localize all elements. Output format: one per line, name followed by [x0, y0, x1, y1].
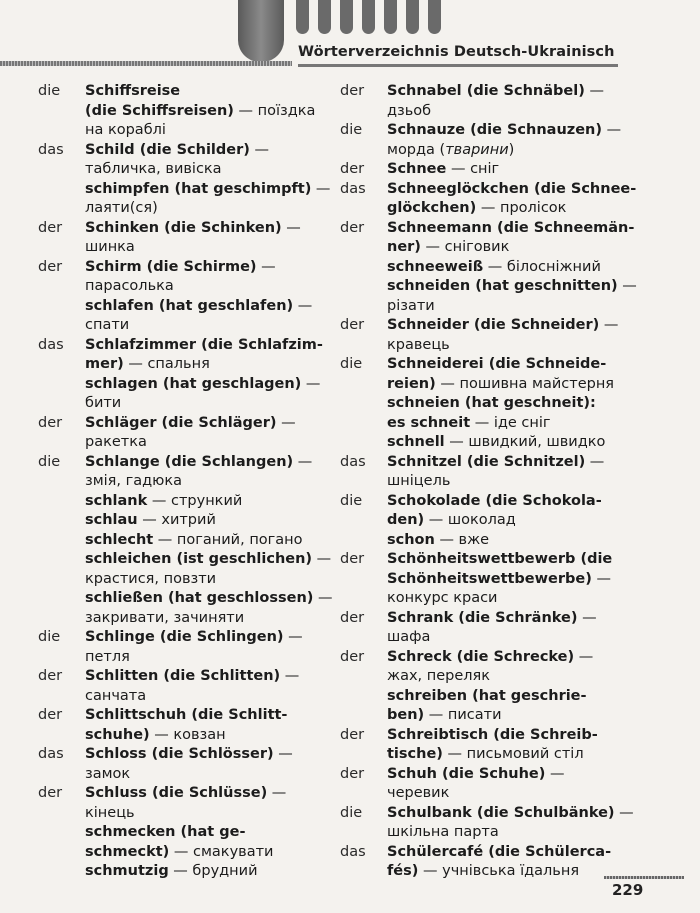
entry-article: der	[340, 317, 365, 333]
translation: —	[249, 141, 269, 158]
dictionary-entry	[38, 862, 338, 882]
translation: шафа	[387, 629, 431, 645]
dictionary-entry	[38, 82, 338, 141]
headword: schneien (hat geschneit):	[387, 395, 596, 411]
entry-line	[387, 589, 640, 609]
translation: —	[313, 590, 333, 606]
headword: schlafen (hat geschlafen)	[85, 297, 294, 314]
headword: Schlitten (die Schlitten)	[85, 668, 281, 684]
entry-line	[387, 706, 640, 726]
entry-line	[387, 823, 640, 843]
entry-line	[85, 433, 338, 453]
dictionary-entry	[38, 141, 338, 180]
dictionary-entry	[340, 550, 640, 609]
entry-line	[85, 862, 338, 882]
translation: дзьоб	[387, 102, 432, 119]
dictionary-entry	[38, 550, 338, 589]
entry-line	[387, 804, 640, 824]
entry-line	[387, 765, 640, 785]
dictionary-entry	[340, 433, 640, 453]
entry-line	[387, 199, 640, 219]
entry-line	[85, 82, 338, 102]
headword: Schirm (die Schirme)	[85, 258, 257, 275]
entry-line	[85, 121, 338, 141]
entry-article: der	[38, 219, 63, 236]
headword: Schokolade (die Schokola-	[387, 492, 602, 509]
entry-line	[85, 394, 338, 414]
translation: — ковзан	[149, 726, 226, 743]
dictionary-entry	[340, 316, 640, 355]
entry-article: die	[38, 629, 61, 645]
entry-line	[387, 414, 640, 434]
entry-line	[387, 141, 640, 161]
headword: Schnee	[387, 161, 447, 177]
headword: Schneiderei (die Schneide-	[387, 356, 607, 372]
entry-article: das	[340, 453, 366, 470]
translation: — білосніжний	[483, 258, 601, 275]
headword: schmutzig	[85, 863, 169, 879]
translation: спати	[85, 317, 130, 333]
entry-line	[85, 238, 338, 258]
entry-article: der	[340, 609, 365, 626]
entry-line	[387, 667, 640, 687]
entry-line	[387, 784, 640, 804]
translation: парасолька	[85, 278, 174, 294]
headword: schimpfen (hat geschimpft)	[85, 180, 312, 197]
entry-article: die	[340, 356, 363, 372]
headword: schneiden (hat geschnitten)	[387, 278, 618, 294]
headword: Schrank (die Schränke)	[387, 609, 578, 626]
entry-line	[387, 531, 640, 551]
entry-line	[85, 667, 338, 687]
entry-line	[387, 336, 640, 356]
translation: —	[301, 375, 321, 392]
translation: замок	[85, 765, 131, 782]
translation: кравець	[387, 336, 450, 353]
dictionary-column-left	[38, 82, 338, 882]
dictionary-entry	[340, 82, 640, 121]
entry-article: der	[340, 726, 365, 743]
translation: — стрункий	[147, 492, 243, 509]
headword: Schloss (die Schlösser)	[85, 746, 274, 762]
entry-line	[387, 82, 640, 102]
headword: Schlafzimmer (die Schlafzim-	[85, 336, 323, 353]
headword: Schneider (die Schneider)	[387, 317, 600, 333]
translation: — смакувати	[169, 843, 274, 860]
headword: Schlittschuh (die Schlitt-	[85, 707, 288, 723]
entry-line	[387, 433, 640, 453]
translation: шинка	[85, 239, 135, 255]
translation: черевик	[387, 785, 450, 801]
entry-line	[387, 297, 640, 317]
headword: Schluss (die Schlüsse)	[85, 785, 268, 801]
dictionary-entry	[340, 453, 640, 492]
entry-line	[85, 550, 338, 570]
entry-line	[85, 609, 338, 629]
translation: —	[591, 570, 611, 587]
headword: Schönheitswettbewerb (die	[387, 551, 613, 567]
dictionary-entry	[340, 277, 640, 316]
translation: —	[276, 414, 296, 431]
entry-line	[85, 219, 338, 239]
entry-line	[85, 199, 338, 219]
entry-line	[387, 570, 640, 590]
entry-line	[85, 589, 338, 609]
entry-line	[85, 472, 338, 492]
headword: schmeckt)	[85, 843, 170, 860]
entry-line	[85, 102, 338, 122]
translation: табличка, вивіска	[85, 161, 222, 177]
headword: Schinken (die Schinken)	[85, 219, 282, 236]
entry-line	[387, 121, 640, 141]
headword: Schiffsreise	[85, 83, 181, 99]
entry-article: die	[38, 83, 61, 99]
header-rule-right	[298, 64, 618, 67]
headword: schleichen (ist geschlichen)	[85, 551, 313, 567]
entry-line	[85, 784, 338, 804]
headword: Schläger (die Schläger)	[85, 414, 277, 431]
headword: schmecken (hat ge-	[85, 824, 246, 840]
page-number: 229	[612, 881, 644, 899]
entry-line	[85, 258, 338, 278]
entry-line	[387, 453, 640, 473]
entry-line	[85, 160, 338, 180]
translation: —	[267, 785, 287, 801]
dictionary-entry	[340, 531, 640, 551]
entry-article: der	[38, 785, 63, 801]
usage-note: тварини	[445, 141, 509, 158]
entry-line	[387, 219, 640, 239]
entry-article: der	[38, 668, 63, 684]
translation: —	[617, 278, 637, 294]
translation: різати	[387, 297, 435, 314]
translation: —	[584, 83, 604, 99]
translation: закривати, зачиняти	[85, 609, 245, 626]
headword: Schönheitswettbewerbe)	[387, 570, 592, 587]
dictionary-entry	[38, 414, 338, 453]
dictionary-entry	[340, 160, 640, 180]
entry-line	[85, 492, 338, 512]
translation: морда (	[387, 141, 446, 158]
dictionary-entry	[38, 219, 338, 258]
entry-line	[85, 414, 338, 434]
entry-article: der	[38, 258, 63, 275]
dictionary-entry	[340, 180, 640, 219]
headword: schlagen (hat geschlagen)	[85, 375, 302, 392]
translation: —	[283, 629, 303, 645]
headword: Schlange (die Schlangen)	[85, 453, 294, 470]
headword: schlau	[85, 512, 138, 528]
headword: ben)	[387, 707, 425, 723]
dictionary-entry	[38, 784, 338, 823]
dictionary-entry	[38, 453, 338, 492]
translation: —	[599, 317, 619, 333]
entry-line	[85, 453, 338, 473]
headword: glöckchen)	[387, 200, 477, 216]
entry-line	[85, 531, 338, 551]
dictionary-entry	[38, 531, 338, 551]
dictionary-entry	[340, 648, 640, 687]
translation: —	[312, 551, 332, 567]
entry-line	[387, 492, 640, 512]
entry-article: die	[340, 492, 363, 509]
translation: — хитрий	[137, 512, 216, 528]
dictionary-entry	[340, 804, 640, 843]
entry-line	[85, 628, 338, 648]
entry-article: das	[340, 180, 366, 197]
entry-line	[387, 316, 640, 336]
translation: —	[293, 453, 313, 470]
headword: es schneit	[387, 414, 471, 431]
entry-article: der	[340, 83, 365, 99]
dictionary-entry	[340, 219, 640, 258]
entry-article: das	[38, 746, 64, 762]
dictionary-entry	[38, 589, 338, 628]
entry-article: der	[38, 707, 63, 723]
translation: змія, гадюка	[85, 473, 182, 489]
headword: (die Schiffsreisen)	[85, 102, 234, 119]
entry-article: das	[340, 843, 366, 860]
entry-line	[387, 394, 640, 414]
dictionary-entry	[38, 823, 338, 862]
translation: ракетка	[85, 434, 147, 450]
entry-line	[85, 745, 338, 765]
headword: Schlinge (die Schlingen)	[85, 629, 284, 645]
entry-line	[387, 180, 640, 200]
translation: санчата	[85, 687, 147, 704]
translation: —	[311, 180, 331, 197]
entry-line	[85, 180, 338, 200]
entry-line	[85, 765, 338, 785]
entry-article: der	[340, 551, 365, 567]
headword: Schuh (die Schuhe)	[387, 765, 546, 782]
dictionary-entry	[38, 628, 338, 667]
translation: —	[281, 219, 301, 236]
entry-article: der	[340, 765, 365, 782]
translation: — поганий, погано	[153, 531, 303, 548]
headword: reien)	[387, 375, 436, 392]
entry-article: der	[340, 648, 365, 665]
headword: Schnabel (die Schnäbel)	[387, 83, 585, 99]
entry-article: der	[340, 219, 365, 236]
headword: schuhe)	[85, 726, 150, 743]
entry-line	[387, 355, 640, 375]
entry-line	[85, 316, 338, 336]
translation: — пролісок	[476, 200, 567, 216]
translation: —	[545, 765, 565, 782]
translation: — брудний	[168, 863, 258, 879]
headword: tische)	[387, 746, 443, 762]
entry-article: der	[340, 161, 365, 177]
translation: кінець	[85, 804, 135, 821]
headword: Schneemann (die Schneemän-	[387, 219, 635, 236]
headword: schon	[387, 531, 435, 548]
headword: schnell	[387, 434, 445, 450]
header-rule-left	[0, 61, 292, 66]
translation: жах, переляк	[387, 668, 491, 684]
dictionary-entry	[340, 258, 640, 278]
headword: schlecht	[85, 531, 154, 548]
translation: крастися, повзти	[85, 570, 217, 587]
translation: шніцель	[387, 473, 451, 489]
translation: шкільна парта	[387, 824, 499, 840]
headword: schlank	[85, 492, 148, 509]
dictionary-entry	[340, 492, 640, 531]
headword: schreiben (hat geschrie-	[387, 687, 587, 704]
thumb-index-tab	[238, 0, 284, 62]
entry-line	[387, 160, 640, 180]
translation: —	[574, 648, 594, 665]
entry-line	[85, 570, 338, 590]
headword: Schülercafé (die Schülerca-	[387, 843, 612, 860]
dictionary-entry	[340, 609, 640, 648]
dictionary-entry	[38, 706, 338, 745]
entry-article: der	[38, 414, 63, 431]
headword: Schreck (die Schrecke)	[387, 648, 575, 665]
translation: — іде сніг	[470, 414, 551, 431]
translation: —	[602, 122, 622, 138]
translation: — письмовий стіл	[442, 746, 584, 762]
entry-line	[387, 277, 640, 297]
dictionary-entry	[38, 511, 338, 531]
dictionary-entry	[38, 492, 338, 512]
translation: —	[256, 258, 276, 275]
translation: )	[508, 141, 515, 158]
dictionary-entry	[340, 765, 640, 804]
entry-line	[85, 277, 338, 297]
entry-article: die	[340, 122, 363, 138]
translation: — писати	[424, 707, 502, 723]
translation: — пошивна майстерня	[435, 375, 615, 392]
headword: den)	[387, 512, 425, 528]
translation: — учнівська їдальня	[418, 863, 580, 879]
translation: лаяти(ся)	[85, 200, 158, 216]
headword: ner)	[387, 239, 421, 255]
entry-line	[387, 375, 640, 395]
entry-line	[85, 823, 338, 843]
headword: schließen (hat geschlossen)	[85, 590, 314, 606]
entry-line	[387, 687, 640, 707]
dictionary-entry	[340, 394, 640, 433]
headword: Schild (die Schilder)	[85, 141, 250, 158]
entry-line	[85, 804, 338, 824]
entry-article: die	[340, 804, 363, 821]
headword: Schnauze (die Schnauzen)	[387, 122, 602, 138]
entry-line	[85, 355, 338, 375]
entry-line	[387, 238, 640, 258]
translation: — сніг	[446, 161, 500, 177]
headword: schneeweiß	[387, 258, 484, 275]
entry-line	[387, 745, 640, 765]
entry-line	[85, 687, 338, 707]
entry-line	[85, 648, 338, 668]
entry-article: die	[38, 453, 61, 470]
entry-line	[85, 336, 338, 356]
headword: fés)	[387, 863, 419, 879]
translation: — вже	[434, 531, 490, 548]
entry-line	[85, 375, 338, 395]
entry-line	[387, 726, 640, 746]
entry-line	[387, 628, 640, 648]
headword: Schneeglöckchen (die Schnee-	[387, 180, 637, 197]
entry-line	[85, 141, 338, 161]
entry-line	[85, 511, 338, 531]
headword: Schnitzel (die Schnitzel)	[387, 453, 586, 470]
translation: — сніговик	[420, 239, 510, 255]
entry-article: das	[38, 141, 64, 158]
translation: петля	[85, 648, 130, 665]
dictionary-entry	[38, 375, 338, 414]
translation: — шоколад	[424, 512, 516, 528]
entry-line	[387, 511, 640, 531]
entry-line	[387, 648, 640, 668]
translation: конкурс краси	[387, 590, 498, 606]
translation: —	[614, 804, 634, 821]
translation: —	[577, 609, 597, 626]
translation: — швидкий, швидко	[444, 434, 606, 450]
headword: mer)	[85, 356, 124, 372]
entry-line	[85, 706, 338, 726]
dictionary-entry	[38, 667, 338, 706]
translation: —	[585, 453, 605, 470]
translation: —	[293, 297, 313, 314]
entry-line	[387, 258, 640, 278]
translation: —	[273, 746, 293, 762]
dictionary-entry	[340, 843, 640, 882]
entry-article: das	[38, 336, 64, 353]
dictionary-entry	[340, 121, 640, 160]
entry-line	[85, 843, 338, 863]
entry-line	[387, 862, 640, 882]
headword: Schreibtisch (die Schreib-	[387, 726, 598, 743]
dictionary-entry	[340, 355, 640, 394]
translation: бити	[85, 395, 122, 411]
dictionary-entry	[340, 726, 640, 765]
translation: — поїздка	[233, 102, 316, 119]
dictionary-entry	[38, 336, 338, 375]
entry-line	[387, 609, 640, 629]
entry-line	[387, 472, 640, 492]
translation: — спальня	[123, 356, 210, 372]
dictionary-entry	[340, 687, 640, 726]
entry-line	[387, 102, 640, 122]
entry-line	[85, 726, 338, 746]
footer-rule	[604, 876, 684, 879]
dictionary-entry	[38, 297, 338, 336]
entry-line	[387, 550, 640, 570]
dictionary-entry	[38, 258, 338, 297]
dictionary-entry	[38, 180, 338, 219]
entry-line	[85, 297, 338, 317]
translation: на кораблі	[85, 122, 166, 138]
page-header-title: Wörterverzeichnis Deutsch-Ukrainisch	[298, 44, 615, 60]
thumb-index-stripes	[296, 0, 441, 36]
translation: —	[280, 668, 300, 684]
entry-line	[387, 843, 640, 863]
dictionary-entry	[38, 745, 338, 784]
dictionary-column-right	[340, 82, 640, 882]
headword: Schulbank (die Schulbänke)	[387, 804, 615, 821]
